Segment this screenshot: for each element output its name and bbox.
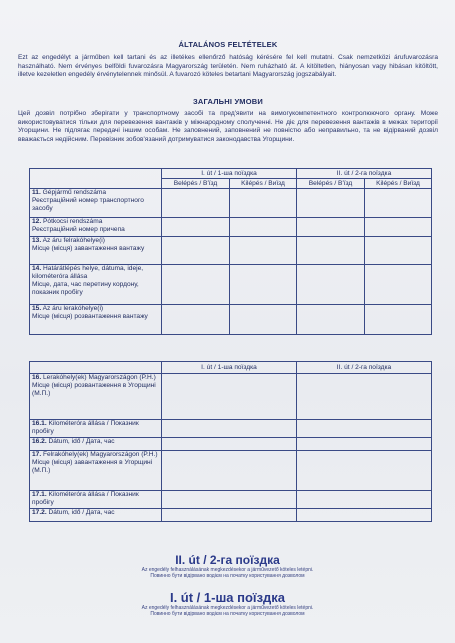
row-number: 15. [32, 305, 42, 312]
row-number: 12. [32, 218, 42, 225]
entry-cell[interactable] [230, 265, 297, 305]
row-number: 11. [32, 189, 41, 196]
row-number: 16.1. [32, 420, 47, 427]
row-label [30, 451, 162, 491]
entry-header: Belépés / В'їзд [162, 179, 230, 189]
table-row [30, 189, 432, 218]
entry-cell[interactable] [162, 189, 230, 218]
row-number: 13. [32, 237, 42, 244]
row-label [30, 305, 162, 335]
trip2-header: II. út / 2-га поїздка [297, 362, 432, 374]
entry-cell[interactable] [230, 218, 297, 237]
entry-cell[interactable] [365, 237, 432, 265]
trip1-header: I. út / 1-ша поїздка [162, 169, 297, 179]
row-text: Pótkocsi rendszáma Реєстраційний номер причепа [32, 218, 125, 233]
row-label [30, 237, 162, 265]
section-text: Цей дозвіл потрібно зберігати у транспортному засобі та пред'явити на вимогукомпетентного контролюючого органу. Може використовуватися тільки для перевезення вантажів у міжнародному сполученні. Не діє для перевезення вантажів в межах території Угорщини. Не підлягає передачі іншим особам. Не заповнений, заповнений не повністю або неправильно, та не відірваний дозвіл вважається недійсним. Перевізник зобов'язаний дотримуватися законодавства Угорщини. [18, 110, 438, 143]
entry-cell[interactable] [162, 305, 230, 335]
exit-header: Kilépés / Виїзд [230, 179, 297, 189]
table-row [30, 491, 432, 509]
row-number: 16. [32, 374, 42, 381]
row-label [30, 438, 162, 451]
exit-header: Kilépés / Виїзд [365, 179, 432, 189]
table-row [30, 218, 432, 237]
table-row [30, 420, 432, 438]
entry-cell[interactable] [162, 509, 297, 522]
row-number: 16.2. [32, 438, 47, 445]
row-label [30, 491, 162, 509]
table-row [30, 509, 432, 522]
entry-cell[interactable] [162, 420, 297, 438]
coupon-title: II. út / 2-га поїздка [175, 553, 280, 567]
entry-cell[interactable] [297, 218, 365, 237]
coupon-note-hu: Az engedély felhasználásának megkezdésekor a járművezető köteles letépni. [141, 605, 314, 611]
entry-cell[interactable] [297, 374, 432, 420]
row-number: 14. [32, 265, 42, 272]
entry-cell[interactable] [297, 451, 432, 491]
general-conditions-hu [18, 40, 438, 80]
entry-cell[interactable] [297, 509, 432, 522]
table-row [30, 305, 432, 335]
entry-header: Belépés / В'їзд [297, 179, 365, 189]
row-label [30, 374, 162, 420]
entry-cell[interactable] [297, 189, 365, 218]
entry-cell[interactable] [365, 218, 432, 237]
row-text: Lerakóhely(ek) Magyarországon (P.H.) Місце (місця) розвантаження в Угорщині (М.П.) [32, 374, 156, 397]
row-number: 17.2. [32, 509, 47, 516]
row-label [30, 509, 162, 522]
entry-cell[interactable] [230, 237, 297, 265]
entry-cell[interactable] [297, 237, 365, 265]
row-number: 17. [32, 451, 42, 458]
blank-header [30, 362, 162, 374]
row-text: Kilométeróra állása / Показник пробігу [32, 420, 139, 435]
table-row [30, 265, 432, 305]
row-label [30, 420, 162, 438]
entry-cell[interactable] [365, 265, 432, 305]
row-label [30, 265, 162, 305]
coupon-note-uk: Повинно бути відірвано водієм на початку користування дозволом [150, 573, 305, 579]
entry-cell[interactable] [365, 189, 432, 218]
row-text: Felrakóhely(ek) Magyarországon (P.H.) Місце (місця) завантаження в Угорщині (М.П.) [32, 451, 158, 474]
entry-cell[interactable] [297, 305, 365, 335]
coupon-trip1 [0, 590, 455, 617]
table-row [30, 237, 432, 265]
entry-cell[interactable] [162, 491, 297, 509]
coupon-title: I. út / 1-ша поїздка [169, 590, 286, 605]
section-title: ÁLTALÁNOS FELTÉTELEK [178, 40, 278, 49]
trips-table [29, 168, 432, 335]
row-label [30, 218, 162, 237]
row-text: Az áru felrakóhelye(i) Місце (місця) завантаження вантажу [32, 237, 145, 252]
table-row [30, 374, 432, 420]
entry-cell[interactable] [297, 265, 365, 305]
coupon-trip2 [0, 553, 455, 579]
section-title: ЗАГАЛЬНІ УМОВИ [193, 97, 263, 106]
trip2-header: II. út / 2-га поїздка [297, 169, 432, 179]
table-row [30, 438, 432, 451]
entry-cell[interactable] [230, 305, 297, 335]
trip1-header: I. út / 1-ша поїздка [162, 362, 297, 374]
row-text: Az áru lerakóhelye(i) Місце (місця) розвантаження вантажу [32, 305, 148, 320]
entry-cell[interactable] [230, 189, 297, 218]
table-row [30, 451, 432, 491]
row-text: Gépjármű rendszáma Реєстраційний номер транспортного засобу [32, 189, 144, 212]
entry-cell[interactable] [297, 491, 432, 509]
entry-cell[interactable] [365, 305, 432, 335]
row-text: Határátlépés helye, dátuma, ideje, kilométeróra állása Місце, дата, час перетину кордону, показник пробігу [32, 265, 144, 296]
coupon-note-uk: Повинно бути відірвано водієм на початку користування дозволом [150, 611, 305, 617]
entry-cell[interactable] [162, 451, 297, 491]
entry-cell[interactable] [297, 420, 432, 438]
row-text: Kilométeróra állása / Показник пробігу [32, 491, 139, 506]
row-text: Dátum, idő / Дата, час [48, 509, 115, 516]
entry-cell[interactable] [162, 237, 230, 265]
entry-cell[interactable] [297, 438, 432, 451]
row-number: 17.1. [32, 491, 47, 498]
blank-header [30, 169, 162, 189]
hungary-stops-table [29, 361, 432, 522]
entry-cell[interactable] [162, 438, 297, 451]
row-text: Dátum, idő / Дата, час [48, 438, 115, 445]
row-label [30, 189, 162, 218]
section-text: Ezt az engedélyt a járműben kell tartani és az illetékes ellenőrző hatóság kérésére fel kell mutatni. Csak nemzetközi árufuvarozásra használható. Nem érvényes belföldi fuvarozásra Magyarország területén. Nem ruházható át. A kitöltetlen, hiányosan vagy hibásan kitöltött, illetve kezeletlen engedély érvénytelennek minősül. A fuvarozó köteles betartani Magyarország jogszabályait. [18, 54, 438, 79]
coupon-note-hu: Az engedély felhasználásának megkezdésekor a járművezető köteles letépni. [141, 567, 314, 573]
general-conditions-uk [18, 97, 438, 144]
entry-cell[interactable] [162, 218, 230, 237]
entry-cell[interactable] [162, 265, 230, 305]
entry-cell[interactable] [162, 374, 297, 420]
